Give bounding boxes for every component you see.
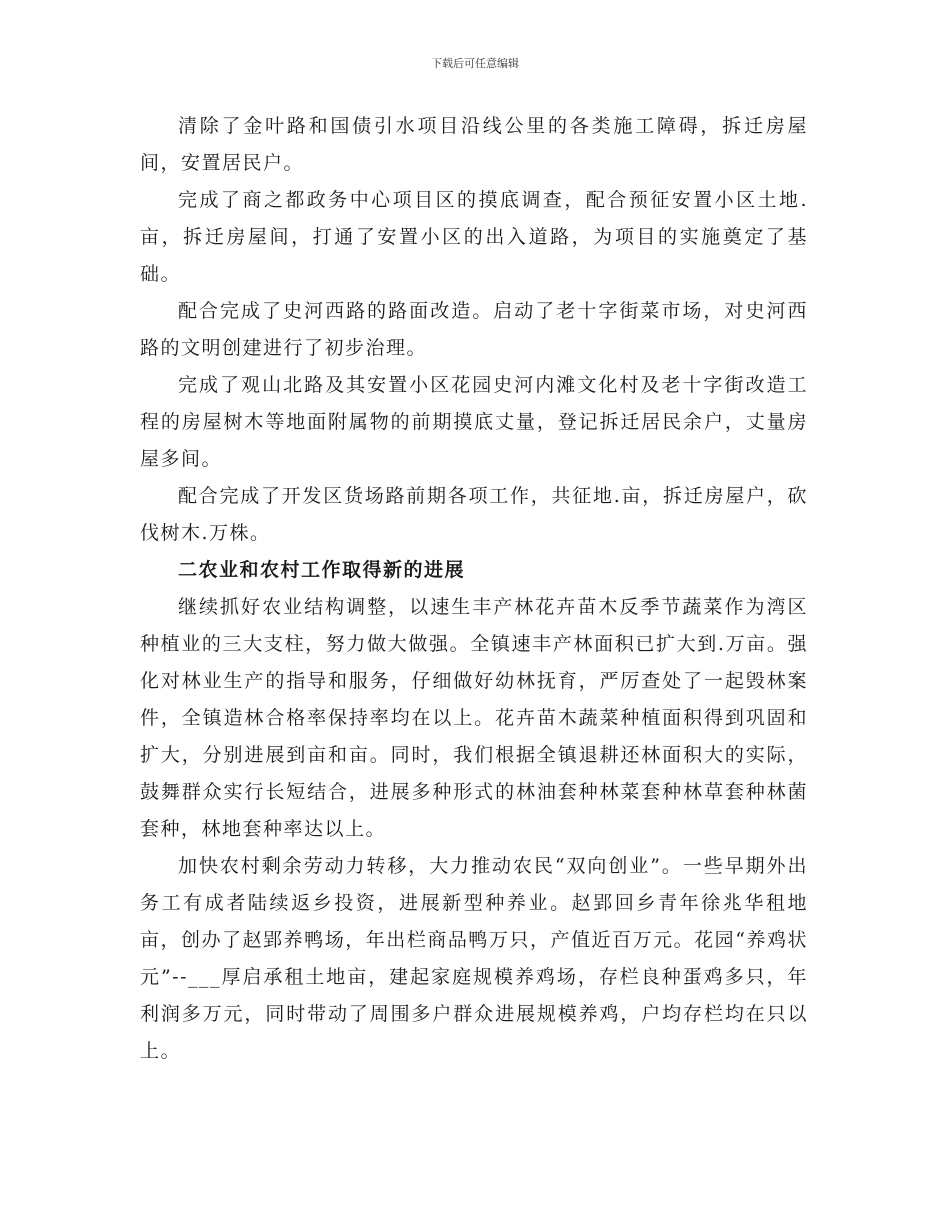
paragraph: 完成了观山北路及其安置小区花园史河内滩文化村及老十字街改造工程的房屋树木等地面附属物的前期摸底丈量，登记拆迁居民余户，丈量房屋多间。 [140, 374, 808, 470]
paragraph: 配合完成了开发区货场路前期各项工作，共征地.亩，拆迁房屋户，砍伐树木.万株。 [140, 485, 808, 544]
paragraph: 配合完成了史河西路的路面改造。启动了老十字街菜市场，对史河西路的文明创建进行了初步治理。 [140, 300, 808, 359]
document-body [140, 108, 808, 1070]
paragraph: 清除了金叶路和国债引水项目沿线公里的各类施工障碍，拆迁房屋间，安置居民户。 [140, 115, 808, 174]
page-header: 下载后可任意编辑 [431, 57, 519, 70]
paragraph: 加快农村剩余劳动力转移，大力推动农民“双向创业”。一些早期外出务工有成者陆续返乡投资，进展新型种养业。赵郢回乡青年徐兆华租地亩，创办了赵郢养鸭场，年出栏商品鸭万只，产值近百万元。花园“养鸡状元”--___厚启承租土地亩，建起家庭规模养鸡场，存栏良种蛋鸡多只，年利润多万元，同时带动了周围多户群众进展规模养鸡，户均存栏均在只以上。 [140, 855, 808, 1062]
section-heading: 二农业和农村工作取得新的进展 [178, 559, 466, 581]
paragraph: 完成了商之都政务中心项目区的摸底调查，配合预征安置小区土地.亩，拆迁房屋间，打通了安置小区的出入道路，为项目的实施奠定了基础。 [140, 189, 808, 285]
paragraph: 继续抓好农业结构调整，以速生丰产林花卉苗木反季节蔬菜作为湾区种植业的三大支柱，努力做大做强。全镇速丰产林面积已扩大到.万亩。强化对林业生产的指导和服务，仔细做好幼林抚育，严厉查处了一起毁林案件，全镇造林合格率保持率均在以上。花卉苗木蔬菜种植面积得到巩固和扩大，分别进展到亩和亩。同时，我们根据全镇退耕还林面积大的实际，鼓舞群众实行长短结合，进展多种形式的林油套种林菜套种林草套种林菌套种，林地套种率达以上。 [140, 596, 808, 840]
